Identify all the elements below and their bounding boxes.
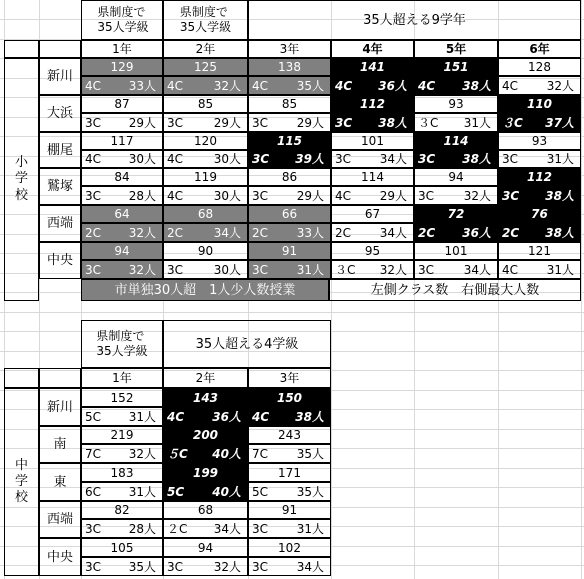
student-count: 141 [331, 58, 414, 76]
class-count: 7C [252, 446, 269, 461]
jr-student-count: 152 [81, 388, 163, 407]
student-count: 85 [163, 95, 248, 113]
class-count: 3C [418, 262, 435, 277]
jr-student-count: 219 [81, 426, 163, 444]
max-class-size: 31人 [463, 115, 491, 130]
max-class-size: 32人 [379, 262, 407, 277]
max-class-size: 31人 [128, 484, 156, 499]
jr-class-info [81, 519, 163, 538]
class-count: 4C [252, 409, 270, 424]
max-class-size: 29人 [296, 188, 324, 203]
max-class-size: 33人 [128, 78, 156, 93]
jr-student-count: 171 [248, 463, 331, 482]
class-info [248, 186, 331, 205]
class-info [81, 76, 163, 95]
student-count: 151 [414, 58, 498, 76]
max-class-size: 37人 [545, 115, 574, 130]
max-class-size: 29人 [379, 188, 407, 203]
student-count: 101 [331, 132, 414, 150]
grade-header-5: 5年 [414, 40, 498, 58]
jr-school-name: 南 [39, 426, 81, 463]
class-info [248, 150, 331, 168]
header-over-35: 35人超える9学年 [248, 0, 581, 40]
student-count: 84 [81, 168, 163, 186]
jr-student-count: 82 [81, 501, 163, 519]
student-count: 67 [331, 205, 414, 223]
max-class-size: 32人 [463, 188, 491, 203]
max-class-size: 34人 [463, 262, 491, 277]
elementary-side-label [4, 58, 39, 301]
jr-header-over-35: 35人超える4学級 [163, 320, 331, 368]
max-class-size: 34人 [213, 225, 241, 240]
class-count: 3C [335, 115, 353, 130]
school-name: 中央 [39, 242, 81, 279]
max-class-size: 31人 [128, 409, 156, 424]
class-info [163, 113, 248, 132]
class-count: 4C [335, 188, 352, 203]
max-class-size: 31人 [546, 262, 574, 277]
class-count: 3C [85, 559, 102, 574]
side-label-char: 校 [14, 187, 28, 203]
class-info [498, 223, 581, 242]
junior-side-label [4, 388, 39, 576]
student-count: 94 [414, 168, 498, 186]
jr-class-info [163, 482, 248, 501]
student-count: 112 [498, 168, 581, 186]
grade-header-blank [4, 368, 39, 388]
class-info [163, 260, 248, 279]
jr-class-info [248, 407, 331, 426]
school-name: 西端 [39, 205, 81, 242]
jr-student-count: 150 [248, 388, 331, 407]
max-class-size: 38人 [462, 152, 491, 166]
class-count: ３C [502, 115, 523, 130]
student-count: 94 [81, 242, 163, 260]
class-info [498, 76, 581, 95]
max-class-size: 31人 [296, 262, 324, 277]
header-text: 県制度で 35人学級 [96, 329, 148, 358]
side-label-char: 中 [14, 457, 28, 473]
student-count: 138 [248, 58, 331, 76]
class-count: 3C [85, 521, 102, 536]
jr-student-count: 143 [163, 388, 248, 407]
class-info [498, 113, 581, 132]
student-count: 120 [163, 132, 248, 150]
jr-school-name: 西端 [39, 501, 81, 538]
student-count: 110 [498, 95, 581, 113]
max-class-size: 32人 [128, 225, 156, 240]
max-class-size: 31人 [296, 521, 324, 536]
jr-class-info [248, 482, 331, 501]
class-info [248, 76, 331, 95]
class-info [81, 260, 163, 279]
class-count: 4C [167, 78, 184, 93]
max-class-size: 29人 [213, 115, 241, 130]
student-count: 87 [81, 95, 163, 113]
student-count: 86 [248, 168, 331, 186]
header-text: 県制度で 35人学級 [97, 5, 149, 34]
class-count: 2C [418, 225, 436, 240]
class-count: 7C [85, 446, 102, 461]
jr-student-count: 91 [248, 501, 331, 519]
jr-school-name: 東 [39, 463, 81, 501]
student-count: 101 [414, 242, 498, 260]
jr-class-info [81, 482, 163, 501]
jr-student-count: 105 [81, 538, 163, 557]
class-count: 4C [167, 188, 184, 203]
jr-header-prefecture-35 [81, 320, 163, 368]
class-info [81, 223, 163, 242]
class-count: 4C [502, 78, 519, 93]
jr-class-info [163, 557, 248, 576]
class-count: 4C [252, 78, 269, 93]
student-count: 90 [163, 242, 248, 260]
class-info [163, 150, 248, 168]
student-count: 66 [248, 205, 331, 223]
max-class-size: 38人 [462, 78, 491, 93]
class-count: 2C [335, 225, 352, 240]
max-class-size: 36人 [212, 409, 241, 424]
header-prefecture-35-1 [81, 0, 163, 40]
class-count: 3C [252, 521, 269, 536]
student-count: 112 [331, 95, 414, 113]
max-class-size: 40人 [212, 446, 241, 461]
class-count: ３C [335, 262, 356, 277]
class-count: ３C [418, 115, 439, 130]
student-count: 76 [498, 205, 581, 223]
header-prefecture-35-2 [163, 0, 248, 40]
jr-class-info [163, 407, 248, 426]
jr-grade-header-1: 1年 [81, 368, 163, 388]
class-count: 3C [252, 559, 269, 574]
max-class-size: 34人 [379, 225, 407, 240]
class-count: 3C [252, 188, 269, 203]
class-count: 4C [418, 78, 436, 93]
class-info [331, 113, 414, 132]
jr-class-info [163, 444, 248, 463]
jr-student-count: 68 [163, 501, 248, 519]
class-count: 3C [252, 152, 270, 166]
student-count: 129 [81, 58, 163, 76]
student-count: 114 [331, 168, 414, 186]
jr-class-info [248, 444, 331, 463]
side-label-char: 校 [14, 490, 28, 506]
student-count: 91 [248, 242, 331, 260]
class-info [498, 150, 581, 168]
max-class-size: 36人 [462, 225, 491, 240]
max-class-size: 38人 [378, 115, 407, 130]
class-count: 3C [502, 152, 519, 166]
max-class-size: 31人 [546, 152, 574, 166]
jr-grade-header-3: 3年 [248, 368, 331, 388]
class-info [498, 260, 581, 279]
student-count: 68 [163, 205, 248, 223]
jr-class-info [163, 519, 248, 538]
class-count: 3C [85, 115, 102, 130]
grade-header-2: 2年 [163, 40, 248, 58]
class-info [414, 113, 498, 132]
jr-class-info [248, 557, 331, 576]
student-count: 64 [81, 205, 163, 223]
max-class-size: 38人 [545, 225, 574, 240]
grade-header-4: 4年 [331, 40, 414, 58]
max-class-size: 28人 [128, 521, 156, 536]
class-count: 3C [85, 262, 102, 277]
max-class-size: 32人 [213, 78, 241, 93]
max-class-size: 28人 [128, 188, 156, 203]
max-class-size: 34人 [213, 521, 241, 536]
school-name: 新川 [39, 58, 81, 95]
school-name: 棚尾 [39, 132, 81, 168]
max-class-size: 35人 [296, 446, 324, 461]
max-class-size: 30人 [128, 152, 156, 166]
class-count: 4C [167, 152, 184, 166]
student-count: 125 [163, 58, 248, 76]
class-info [163, 223, 248, 242]
jr-class-info [81, 444, 163, 463]
max-class-size: 30人 [213, 188, 241, 203]
class-count: 4C [85, 78, 102, 93]
max-class-size: 32人 [128, 446, 156, 461]
class-info [414, 186, 498, 205]
class-info [331, 150, 414, 168]
grade-header-blank [4, 40, 39, 58]
class-count: 2C [252, 225, 269, 240]
side-label-char: 小 [14, 155, 28, 171]
student-count: 114 [414, 132, 498, 150]
grade-header-1: 1年 [81, 40, 163, 58]
grade-header-3: 3年 [248, 40, 331, 58]
jr-grade-header-2: 2年 [163, 368, 248, 388]
max-class-size: 32人 [128, 262, 156, 277]
class-info [331, 76, 414, 95]
class-info [498, 186, 581, 205]
jr-student-count: 199 [163, 463, 248, 482]
class-count: ２C [167, 521, 188, 536]
class-count: 3C [502, 188, 520, 203]
class-count: 6C [85, 484, 102, 499]
class-count: 2C [85, 225, 102, 240]
class-info [414, 76, 498, 95]
max-class-size: 32人 [546, 78, 574, 93]
class-count: 3C [85, 188, 102, 203]
class-count: ５C [167, 446, 188, 461]
class-count: 3C [167, 115, 184, 130]
student-count: 115 [248, 132, 331, 150]
student-count: 117 [81, 132, 163, 150]
class-info [414, 223, 498, 242]
class-count: 4C [502, 262, 519, 277]
student-count: 95 [331, 242, 414, 260]
class-info [81, 113, 163, 132]
max-class-size: 29人 [128, 115, 156, 130]
max-class-size: 35人 [296, 484, 324, 499]
jr-class-info [81, 557, 163, 576]
class-info [81, 150, 163, 168]
side-label-char: 学 [14, 171, 28, 187]
class-info [331, 223, 414, 242]
student-count: 121 [498, 242, 581, 260]
side-label-char: 学 [14, 473, 28, 489]
class-count: 2C [502, 225, 520, 240]
max-class-size: 34人 [379, 152, 407, 166]
student-count: 72 [414, 205, 498, 223]
class-count: 3C [167, 262, 184, 277]
class-info [248, 260, 331, 279]
class-info [81, 186, 163, 205]
class-count: 5C [85, 409, 102, 424]
max-class-size: 29人 [296, 115, 324, 130]
max-class-size: 39人 [295, 152, 324, 166]
class-info [163, 186, 248, 205]
jr-school-name: 中央 [39, 538, 81, 576]
gridline-vertical [581, 0, 582, 579]
student-count: 93 [498, 132, 581, 150]
student-count: 93 [414, 95, 498, 113]
max-class-size: 38人 [545, 188, 574, 203]
class-info [248, 223, 331, 242]
footer-note-right: 左側クラス数 右側最大人数 [329, 279, 581, 301]
max-class-size: 32人 [213, 559, 241, 574]
footer-note-left: 市単独30人超 1人少人数授業 [81, 279, 329, 301]
class-count: 3C [167, 559, 184, 574]
max-class-size: 35人 [296, 78, 324, 93]
gridline-horizontal [0, 312, 584, 313]
jr-student-count: 102 [248, 538, 331, 557]
header-text: 県制度で 35人学級 [179, 5, 232, 34]
jr-student-count: 94 [163, 538, 248, 557]
class-count: 3C [418, 188, 435, 203]
max-class-size: 35人 [128, 559, 156, 574]
max-class-size: 34人 [296, 559, 324, 574]
class-info [163, 76, 248, 95]
student-count: 119 [163, 168, 248, 186]
class-info [331, 186, 414, 205]
grade-header-blank [39, 368, 81, 388]
school-name: 鷲塚 [39, 168, 81, 205]
max-class-size: 40人 [212, 484, 241, 499]
jr-student-count: 200 [163, 426, 248, 444]
class-count: 5C [252, 484, 269, 499]
class-count: 3C [335, 152, 352, 166]
max-class-size: 33人 [296, 225, 324, 240]
class-count: 3C [418, 152, 436, 166]
class-count: 4C [85, 152, 102, 166]
max-class-size: 30人 [213, 262, 241, 277]
jr-student-count: 243 [248, 426, 331, 444]
max-class-size: 38人 [295, 409, 324, 424]
class-info [414, 150, 498, 168]
student-count: 128 [498, 58, 581, 76]
jr-class-info [248, 519, 331, 538]
class-info [414, 260, 498, 279]
jr-school-name: 新川 [39, 388, 81, 426]
class-count: 2C [167, 225, 184, 240]
class-count: 4C [167, 409, 185, 424]
student-count: 85 [248, 95, 331, 113]
max-class-size: 36人 [378, 78, 407, 93]
grade-header-blank [39, 40, 81, 58]
max-class-size: 30人 [213, 152, 241, 166]
class-info [331, 260, 414, 279]
jr-student-count: 183 [81, 463, 163, 482]
school-name: 大浜 [39, 95, 81, 132]
class-count: 5C [167, 484, 185, 499]
jr-class-info [81, 407, 163, 426]
class-count: 3C [252, 115, 269, 130]
grade-header-6: 6年 [498, 40, 581, 58]
class-count: 3C [252, 262, 269, 277]
class-count: 4C [335, 78, 353, 93]
class-info [248, 113, 331, 132]
